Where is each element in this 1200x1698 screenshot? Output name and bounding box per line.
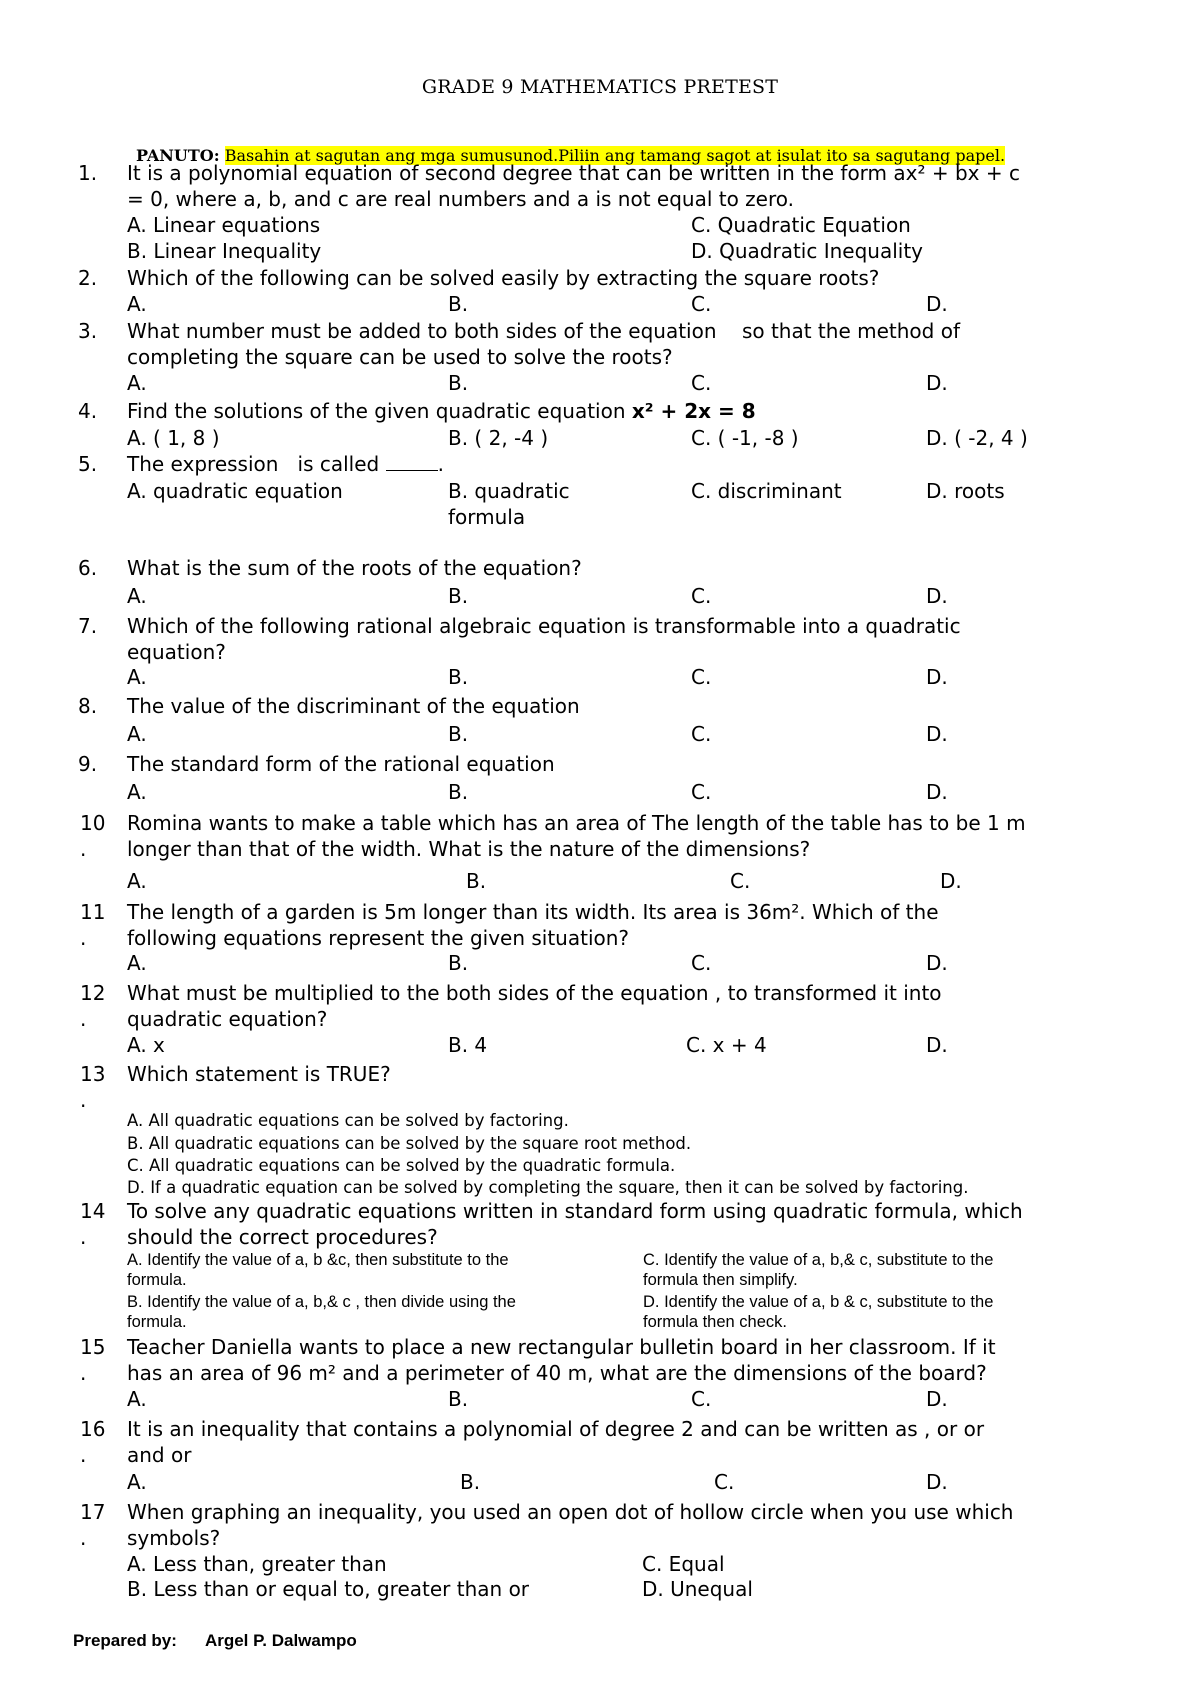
choice-c: C. All quadratic equations can be solved by the quadratic formula. <box>127 1156 676 1175</box>
question-line: It is an inequality that contains a polynomial of degree 2 and can be written as , or or <box>127 1417 985 1441</box>
choice-d: D. <box>926 951 948 975</box>
page-title: GRADE 9 MATHEMATICS PRETEST <box>421 76 779 98</box>
choice-b: B. Less than or equal to, greater than or <box>127 1577 530 1601</box>
question-line: longer than that of the width. What is the nature of the dimensions? <box>127 837 811 861</box>
choice-b: B. 4 <box>448 1033 488 1057</box>
question-line: has an area of 96 m² and a perimeter of 40 m, what are the dimensions of the board? <box>127 1361 987 1385</box>
question-line: It is a polynomial equation of second degree that can be written in the form ax² + bx + c <box>127 161 1020 185</box>
choice-c: C. <box>691 292 712 316</box>
question-number: 5. <box>78 452 98 476</box>
choice-b: B. ( 2, -4 ) <box>448 426 549 450</box>
choice-a: A. Linear equations <box>127 213 321 237</box>
choice-a: A. All quadratic equations can be solved by factoring. <box>127 1111 569 1130</box>
choice-a: A. Identify the value of a, b &c, then substitute to the <box>127 1251 509 1269</box>
choice-a: A. <box>127 951 147 975</box>
choice-d-continued: formula then check. <box>643 1313 787 1331</box>
choice-c: C. Identify the value of a, b,& c, substitute to the <box>643 1251 994 1269</box>
question-number: 17 . <box>80 1500 106 1550</box>
question-number: 1. <box>78 161 98 185</box>
choice-a-continued: formula. <box>127 1271 187 1289</box>
choice-d: D. <box>926 1387 948 1411</box>
question-line: What is the sum of the roots of the equation? <box>127 556 582 580</box>
question-number: 10 . <box>80 811 106 861</box>
choice-c: C. <box>691 584 712 608</box>
choice-c: C. discriminant <box>691 479 842 503</box>
choice-a: A. <box>127 869 147 893</box>
choice-a: A. <box>127 292 147 316</box>
choice-a: A. <box>127 665 147 689</box>
question-number: 4. <box>78 399 98 423</box>
choice-a: A. x <box>127 1033 165 1057</box>
question-line: Which of the following rational algebraic equation is transformable into a quadratic <box>127 614 961 638</box>
question-number: 16 . <box>80 1417 106 1467</box>
choice-b: B. <box>448 292 469 316</box>
choice-d: D. roots <box>926 479 1005 503</box>
choice-d: D. <box>940 869 962 893</box>
question-number: 12 . <box>80 981 106 1031</box>
question-line: The length of a garden is 5m longer than its width. Its area is 36m². Which of the <box>127 900 939 924</box>
choice-a: A. <box>127 780 147 804</box>
choice-c: C. x + 4 <box>686 1033 767 1057</box>
question-number: 8. <box>78 694 98 718</box>
question-line: To solve any quadratic equations written in standard form using quadratic formula, which <box>127 1199 1023 1223</box>
choice-b: B. Identify the value of a, b,& c , then divide using the <box>127 1293 516 1311</box>
question-line: Find the solutions of the given quadratic equation <box>127 399 626 423</box>
choice-d: D. <box>926 665 948 689</box>
instructions-label: PANUTO: <box>136 146 220 165</box>
choice-b: B. All quadratic equations can be solved by the square root method. <box>127 1134 692 1153</box>
equation: x² + 2x = 8 <box>631 399 756 423</box>
choice-d: D. <box>926 371 948 395</box>
choice-b: B. <box>448 780 469 804</box>
choice-b: B. quadratic <box>448 479 570 503</box>
choice-a: A. <box>127 722 147 746</box>
choice-c: C. <box>691 951 712 975</box>
choice-c: C. Equal <box>642 1552 725 1576</box>
question-number: 15 . <box>80 1335 106 1385</box>
choice-d: D. <box>926 722 948 746</box>
question-line: What must be multiplied to the both sides of the equation , to transformed it into <box>127 981 942 1005</box>
choice-c: C. ( -1, -8 ) <box>691 426 799 450</box>
choice-a: A. Less than, greater than <box>127 1552 387 1576</box>
question-number: 11 . <box>80 900 106 950</box>
choice-c: C. <box>691 371 712 395</box>
choice-d: D. <box>926 780 948 804</box>
choice-c: C. <box>730 869 751 893</box>
question-line: should the correct procedures? <box>127 1225 438 1249</box>
question-line: When graphing an inequality, you used an open dot of hollow circle when you use which <box>127 1500 1014 1524</box>
question-line: = 0, where a, b, and c are real numbers and a is not equal to zero. <box>127 187 795 211</box>
question-line: The standard form of the rational equation <box>127 752 555 776</box>
question-line: Romina wants to make a table which has an area of The length of the table has to be 1 m <box>127 811 1026 835</box>
choice-b-continued: formula. <box>127 1313 187 1331</box>
choice-c: C. <box>714 1470 735 1494</box>
choice-c: C. <box>691 722 712 746</box>
preparer-name: Argel P. Dalwampo <box>204 1631 357 1650</box>
question-number: 9. <box>78 752 98 776</box>
question-line: symbols? <box>127 1526 221 1550</box>
choice-a: A. <box>127 1470 147 1494</box>
choice-a: A. <box>127 371 147 395</box>
instructions-text: Basahin at sagutan ang mga sumusunod.Piliin ang tamang sagot at isulat ito sa sagutang papel. <box>224 146 1006 165</box>
question-line: equation? <box>127 640 226 664</box>
choice-d: D. If a quadratic equation can be solved by completing the square, then it can be solved by factoring. <box>127 1178 969 1197</box>
choice-b: B. <box>466 869 487 893</box>
choice-c: C. <box>691 665 712 689</box>
question-number: 14 . <box>80 1199 106 1249</box>
question-line: and or <box>127 1443 192 1467</box>
choice-d: D. <box>926 292 948 316</box>
choice-c: C. Quadratic Equation <box>691 213 911 237</box>
choice-b: B. <box>448 584 469 608</box>
period: . <box>437 452 444 476</box>
question-number: 2. <box>78 266 98 290</box>
question-line: Which of the following can be solved easily by extracting the square roots? <box>127 266 880 290</box>
answer-blank <box>386 454 438 471</box>
choice-c-continued: formula then simplify. <box>643 1271 798 1289</box>
question-number: 3. <box>78 319 98 343</box>
footer <box>73 1631 357 1651</box>
choice-c: C. <box>691 780 712 804</box>
question-line: The expression is called <box>127 452 380 476</box>
choice-a: A. ( 1, 8 ) <box>127 426 220 450</box>
question-line: Teacher Daniella wants to place a new rectangular bulletin board in her classroom. If it <box>127 1335 996 1359</box>
choice-a: A. <box>127 584 147 608</box>
question-line: What number must be added to both sides of the equation so that the method of <box>127 319 960 343</box>
question-line: Which statement is TRUE? <box>127 1062 391 1086</box>
choice-b-continued: formula <box>448 505 526 529</box>
choice-b: B. <box>460 1470 481 1494</box>
choice-b: B. <box>448 665 469 689</box>
choice-b: B. <box>448 371 469 395</box>
question-line: following equations represent the given situation? <box>127 926 630 950</box>
choice-d: D. ( -2, 4 ) <box>926 426 1028 450</box>
question-line: The value of the discriminant of the equation <box>127 694 580 718</box>
choice-d: D. <box>926 1470 948 1494</box>
prepared-by-label: Prepared by: <box>73 1631 177 1650</box>
choice-d: D. Identify the value of a, b & c, substitute to the <box>643 1293 994 1311</box>
choice-d: D. <box>926 584 948 608</box>
choice-d: D. Quadratic Inequality <box>691 239 924 263</box>
question-number: 6. <box>78 556 98 580</box>
choice-a: A. quadratic equation <box>127 479 343 503</box>
choice-b: B. <box>448 722 469 746</box>
question-number: 13 . <box>80 1062 106 1112</box>
question-number: 7. <box>78 614 98 638</box>
choice-b: B. Linear Inequality <box>127 239 322 263</box>
question-line: completing the square can be used to solve the roots? <box>127 345 673 369</box>
choice-b: B. <box>448 951 469 975</box>
question-line: quadratic equation? <box>127 1007 328 1031</box>
choice-c: C. <box>691 1387 712 1411</box>
choice-d: D. <box>926 1033 948 1057</box>
choice-d: D. Unequal <box>642 1577 753 1601</box>
choice-b: B. <box>448 1387 469 1411</box>
choice-a: A. <box>127 1387 147 1411</box>
